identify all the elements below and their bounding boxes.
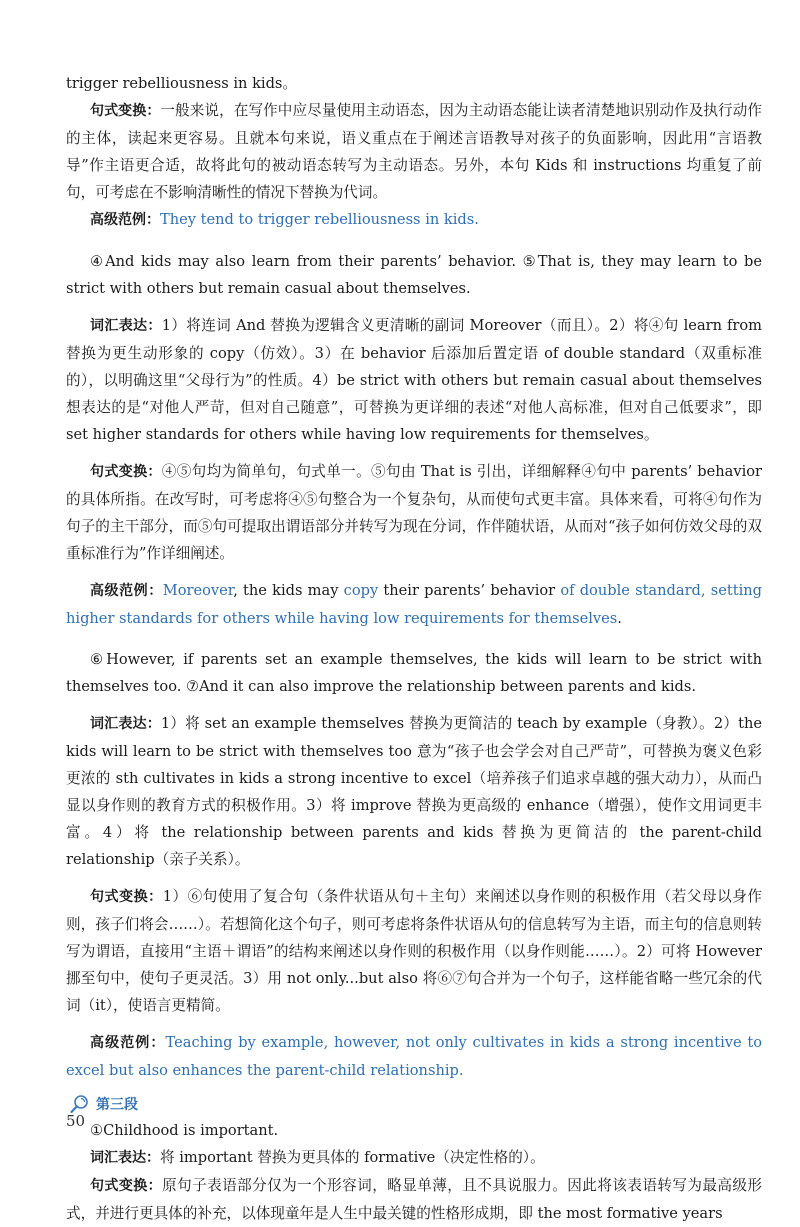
- vocabulary-paragraph: [66, 312, 762, 448]
- example-text: , the kids may: [233, 582, 344, 599]
- section-label: 句式变换：: [90, 103, 161, 119]
- example-text: copy: [343, 582, 379, 599]
- original-sentences-paragraph: [66, 248, 762, 302]
- example-text: Teaching by example, however, not only cultivates in kids a strong incentive to excel but also enhances the parent-child relationship.: [66, 1034, 763, 1079]
- section-label: 词汇表达：: [90, 716, 161, 732]
- section-label: 词汇表达：: [90, 1150, 160, 1166]
- vocabulary-paragraph: [66, 1144, 762, 1172]
- sentence-transform-paragraph: [66, 883, 762, 1019]
- example-text: of double standard, setting higher standards for others while having low requirements for themselves: [66, 582, 762, 627]
- paragraph-text: 将 important 替换为更具体的 formative（决定性格的）。: [160, 1149, 545, 1166]
- paragraph-text: 1）⑥句使用了复合句（条件状语从句＋主句）来阐述以身作则的积极作用（若父母以身作则，孩子们将会……）。若想简化这个句子，则可考虑将条件状语从句的信息转写为主语，而主句的信息则转写为谓语，直接用“主语＋谓语”的结构来阐述以身作则的积极作用（以身作则能……）。2）可将 However 挪至句中，使句子更灵活。3）用 not only...but also 将⑥⑦句合并为一个句子，这样能省略一些冗余的代词（it），使语言更精简。: [66, 888, 763, 1014]
- section-title: 第三段: [96, 1096, 138, 1113]
- paragraph-text: 1）将连词 And 替换为逻辑含义更清晰的副词 Moreover（而且）。2）将④句 learn from 替换为更生动形象的 copy（仿效）。3）在 behavior 后添加后置定语 of double standard（双重标准的），以明确这里“父母行为”的性质。4）be strict with others but remain casual about themselves 想表达的是“对他人严苛，但对自己随意”，可替换为更详细的表述“对他人高标准，但对自己低要求”，即 set higher standards for others while having low requirements for themselves。: [66, 317, 763, 443]
- section-label: 高级范例：: [90, 583, 163, 599]
- advanced-example-paragraph: [66, 1029, 762, 1084]
- advanced-example-paragraph: [66, 577, 762, 632]
- section-label: 高级范例：: [90, 212, 160, 228]
- paragraph-continuation: [66, 70, 762, 97]
- paragraph-text: 1）将 set an example themselves 替换为更简洁的 teach by example（身教）。2）the kids will learn to be strict with themselves too 意为“孩子也会学会对自己严苛”，可替换为褒义色彩更浓的 sth cultivates in kids a strong incentive to excel（培养孩子们追求卓越的强大动力），从而凸显以身作则的教育方式的积极作用。3）将 improve 替换为更高级的 enhance（增强），使作文用词更丰富。4）将 the relationship between parents and kids 替换为更简洁的 the parent-child relationship（亲子关系）。: [66, 715, 763, 868]
- paragraph-text: ⑥However, if parents set an example themselves, the kids will learn to be strict with themselves too. ⑦And it can also improve the relationship between parents and kids.: [66, 651, 762, 695]
- section-label: 词汇表达：: [90, 318, 162, 334]
- original-sentences-paragraph: [66, 646, 762, 700]
- paragraph-text: 原句子表语部分仅为一个形容词，略显单薄，且不具说服力。因此将该表语转写为最高级形式，并进行更具体的补充，以体现童年是人生中最关键的性格形成期，即 the most formative years: [66, 1177, 762, 1222]
- vocabulary-paragraph: [66, 710, 762, 873]
- sentence-transform-paragraph: [66, 458, 762, 567]
- section-label: 句式变换：: [90, 464, 162, 480]
- advanced-example-paragraph: [66, 206, 762, 234]
- paragraph-text: ④⑤句均为简单句，句式单一。⑤句由 That is 引出，详细解释④句中 parents’ behavior 的具体所指。在改写时，可考虑将④⑤句整合为一个复杂句，从而使句式更丰富。具体来看，可将④句作为句子的主干部分，而⑤句可提取出谓语部分并转写为现在分词，作伴随状语，从而对“孩子如何仿效父母的双重标准行为”作详细阐述。: [66, 463, 763, 562]
- example-text: They tend to trigger rebelliousness in kids.: [160, 211, 479, 228]
- sentence-transform-paragraph: [66, 1172, 762, 1227]
- paragraph-text: ①Childhood is important.: [90, 1122, 279, 1139]
- original-sentences-paragraph: [66, 1117, 762, 1144]
- section-label: 高级范例：: [90, 1035, 166, 1051]
- paragraph-text: trigger rebelliousness in kids。: [66, 75, 298, 92]
- page-number: 50: [66, 1112, 86, 1130]
- paragraph-text: 一般来说，在写作中应尽量使用主动语态，因为主动语态能让读者清楚地识别动作及执行动作的主体，读起来更容易。且就本句来说，语义重点在于阐述言语教导对孩子的负面影响，因此用“言语教导”作主语更合适，故将此句的被动语态转写为主动语态。另外，本句 Kids 和 instructions 均重复了前句，可考虑在不影响清晰性的情况下替换为代词。: [66, 102, 762, 201]
- example-text: Moreover: [162, 582, 234, 599]
- section-heading: [66, 1090, 762, 1117]
- example-text: their parents’ behavior: [378, 582, 561, 599]
- section-label: 句式变换：: [90, 1178, 163, 1194]
- section-label: 句式变换：: [90, 889, 163, 905]
- example-text: .: [617, 610, 622, 627]
- sentence-transform-paragraph: [66, 97, 762, 206]
- paragraph-text: ④And kids may also learn from their parents’ behavior. ⑤That is, they may learn to be strict with others but remain casual about themselves.: [66, 253, 762, 297]
